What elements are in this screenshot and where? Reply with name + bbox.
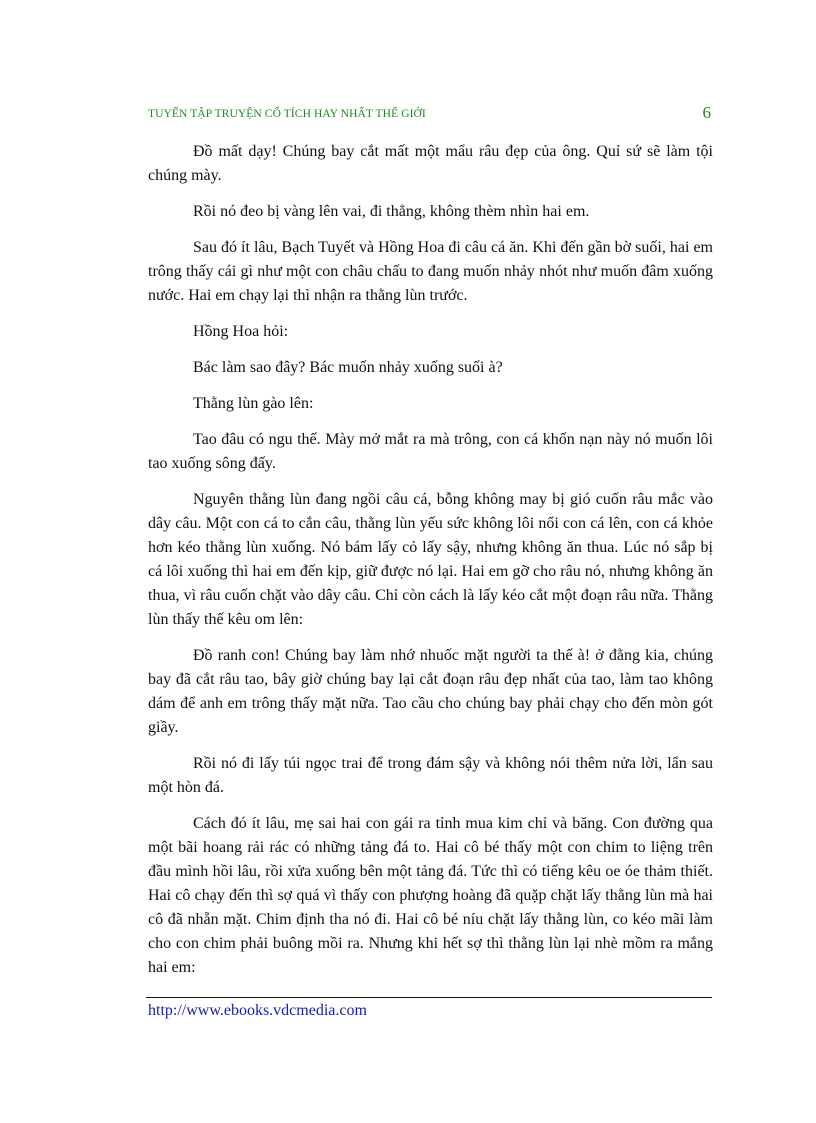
paragraph: Đồ ranh con! Chúng bay làm nhớ nhuốc mặt người ta thế à! ở đằng kia, chúng bay đã cắt râu tao, bây giờ chúng bay lại cắt đoạn râu đẹp nhất của tao, làm tao không dám để anh em trông thấy mặt nữa. Tao cầu cho chúng bay phải chạy cho đến mòn gót giầy.	[148, 647, 713, 736]
website-link[interactable]: http://www.ebooks.vdcmedia.com	[148, 1002, 367, 1019]
paragraph: Đồ mất dạy! Chúng bay cắt mất một mẩu râu đẹp của ông. Quỉ sứ sẽ làm tội chúng mày.	[148, 143, 713, 184]
paragraph: Thằng lùn gào lên:	[193, 395, 314, 412]
paragraph: Rồi nó đi lấy túi ngọc trai để trong đám sậy và không nói thêm nửa lời, lẩn sau một hòn đá.	[148, 755, 713, 796]
paragraph: Cách đó ít lâu, mẹ sai hai con gái ra tỉnh mua kim chỉ và băng. Con đường qua một bãi hoang rải rác có những tảng đá to. Hai cô bé thấy một con chim to liệng trên đầu mình hồi lâu, rồi xửa xuống bên một tảng đá. Tức thì có tiếng kêu oe óe thảm thiết. Hai cô chạy đến thì sợ quá vì thấy con phượng hoàng đã quặp chặt lấy thằng lùn mà hai cô đã nhẵn mặt. Chim định tha nó đi. Hai cô bé níu chặt lấy thằng lùn, co kéo mãi làm cho con chim phải buông mồi ra. Nhưng khi hết sợ thì thằng lùn lại nhè mồm ra mắng hai em:	[148, 815, 713, 976]
paragraph: Tao đâu có ngu thế. Mày mở mắt ra mà trông, con cá khốn nạn này nó muốn lôi tao xuống sông đấy.	[148, 431, 713, 472]
paragraph: Nguyên thằng lùn đang ngồi câu cá, bỗng không may bị gió cuốn râu mắc vào dây câu. Một con cá to cắn câu, thằng lùn yếu sức không lôi nổi con cá lên, con cá khỏe hơn kéo thằng lùn xuống. Nó bám lấy cỏ lấy sậy, nhưng không ăn thua. Lúc nó sắp bị cá lôi xuống thì hai em đến kịp, giữ được nó lại. Hai em gỡ cho râu nó, nhưng không ăn thua, vì râu cuốn chặt vào dây câu. Chỉ còn cách là lấy kéo cắt một đoạn râu nữa. Thằng lùn thấy thế kêu om lên:	[148, 491, 713, 628]
book-title: TUYỂN TẬP TRUYỆN CỔ TÍCH HAY NHẤT THẾ GIỚI	[148, 108, 426, 120]
page-header	[148, 103, 713, 125]
paragraph: Hồng Hoa hỏi:	[193, 323, 289, 340]
paragraph: Sau đó ít lâu, Bạch Tuyết và Hồng Hoa đi câu cá ăn. Khi đến gần bờ suối, hai em trông thấy cái gì như một con châu chấu to đang muốn nhảy nhót như muốn đâm xuống nước. Hai em chạy lại thì nhận ra thằng lùn trước.	[148, 239, 713, 304]
paragraph: Bác làm sao đây? Bác muốn nhảy xuống suối à?	[193, 359, 503, 376]
paragraph: Rồi nó đeo bị vàng lên vai, đi thẳng, không thèm nhìn hai em.	[193, 203, 590, 220]
story-body	[148, 140, 713, 992]
page-number: 6	[702, 103, 711, 122]
footer-divider	[146, 997, 712, 998]
